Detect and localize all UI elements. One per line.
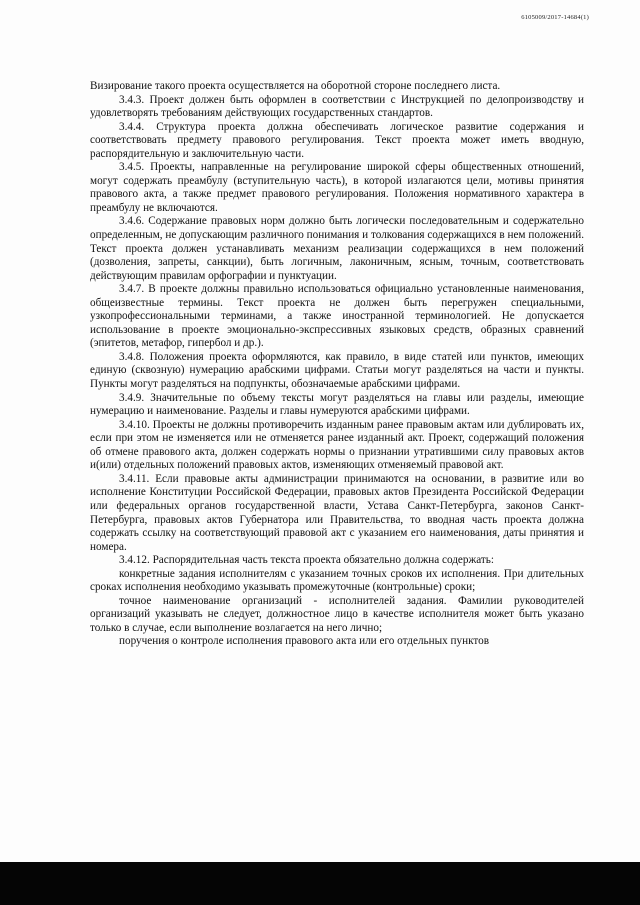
paragraph-3-4-7: 3.4.7. В проекте должны правильно использоваться официально установленные наименования, общеизвестные термины. Текст проекта не должен быть перегружен специальными, узкопрофессиональными терминами, а также иностранной терминологией. Не допускается использование в проекте эмоционально-экспрессивных языковых средств, образных сравнений (эпитетов, метафор, гипербол и др.). [90,283,584,350]
paragraph-3-4-11: 3.4.11. Если правовые акты администрации принимаются на основании, в развитие или во исполнение Конституции Российской Федерации, правовых актов Президента Российской Федерации или федеральных органов государственной власти, Устава Санкт-Петербурга, законов Санкт-Петербурга, правовых актов Губернатора или Правительства, то вводная часть проекта должна содержать ссылку на соответствующий правовой акт с указанием его наименования, даты принятия и номера. [90,472,584,553]
paragraph-3-4-9: 3.4.9. Значительные по объему тексты могут разделяться на главы или разделы, имеющие нумерацию и наименование. Разделы и главы нумеруются арабскими цифрами. [90,391,584,418]
list-item-executors: точное наименование организаций - исполнителей задания. Фамилии руководителей организаций указывать не следует, должностное лицо в качестве исполнителя может быть указано только в случае, если выполнение возлагается на него лично; [90,594,584,634]
paragraph-3-4-10: 3.4.10. Проекты не должны противоречить изданным ранее правовым актам или дублировать их, если при этом не изменяется или не отменяется ранее изданный акт. Проект, содержащий положения об отмене правового акта, должен содержать нормы о признании утратившими силу правовых актов и(или) отдельных положений правовых актов, изменяющих отменяемый правовой акт. [90,418,584,472]
list-item-control: поручения о контроле исполнения правового акта или его отдельных пунктов [119,635,490,648]
scan-bottom-edge [0,862,640,905]
paragraph-approval-note: Визирование такого проекта осуществляется на оборотной стороне последнего листа. [90,80,501,92]
paragraph-3-4-8: 3.4.8. Положения проекта оформляются, как правило, в виде статей или пунктов, имеющих единую (сквозную) нумерацию арабскими цифрами. Статьи могут разделяться на части и пункты. Пункты могут разделяться на подпункты, обозначаемые арабскими цифрами. [90,350,584,391]
paragraph-3-4-12: 3.4.12. Распорядительная часть текста проекта обязательно должна содержать: [119,554,494,567]
list-item-tasks: конкретные задания исполнителям с указанием точных сроков их исполнения. При длительных сроках исполнения необходимо указывать промежуточные (контрольные) сроки; [90,567,584,594]
document-body [90,80,584,649]
paragraph-3-4-6: 3.4.6. Содержание правовых норм должно быть логически последовательным и содержательно определенным, не допускающим различного понимания и толкования содержащихся в нем положений. Текст проекта должен устанавливать механизм реализации содержащихся в нем положений (дозволения, запреты, санкции), быть логичным, лаконичным, ясным, точным, соответствовать действующим правилам орфографии и пунктуации. [90,215,584,282]
paragraph-3-4-4: 3.4.4. Структура проекта должна обеспечивать логическое развитие содержания и соответствовать предмету правового регулирования. Текст проекта может иметь вводную, распорядительную и заключительную части. [90,120,584,160]
document-id: 6105009/2017-14684(1) [521,14,589,21]
paragraph-3-4-5: 3.4.5. Проекты, направленные на регулирование широкой сферы общественных отношений, могут содержать преамбулу (вступительную часть), в которой излагаются цели, мотивы принятия правового акта, а также предмет правового регулирования. Положения нормативного характера в преамбулу не включаются. [90,161,584,214]
paragraph-3-4-3: 3.4.3. Проект должен быть оформлен в соответствии с Инструкцией по делопроизводству и удовлетворять требованиям действующих государственных стандартов. [90,93,584,120]
